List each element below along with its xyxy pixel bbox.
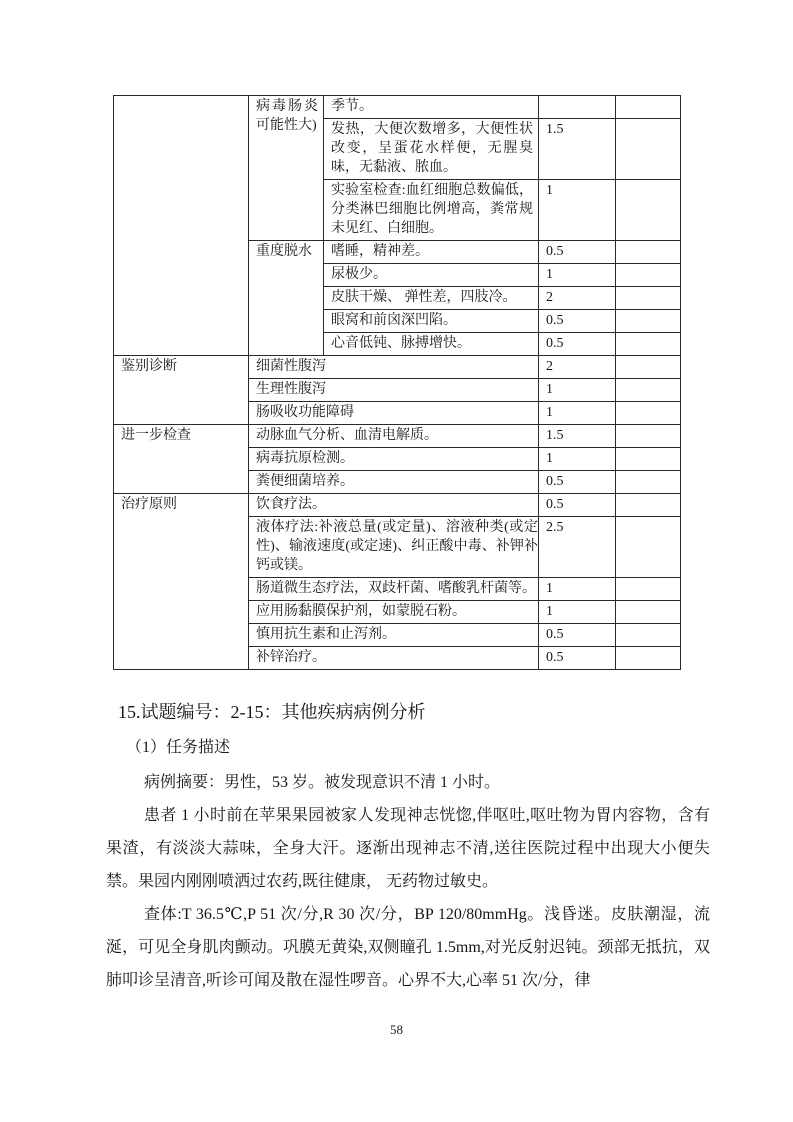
criterion-cell: 肠道微生态疗法，双歧杆菌、嗜酸乳杆菌等。	[249, 578, 539, 601]
obtained-score-cell	[616, 96, 681, 119]
criterion-cell: 液体疗法:补液总量(或定量)、溶液种类(或定性)、输液速度(或定速)、纠正酸中毒、补钾补钙或镁。	[249, 517, 539, 578]
obtained-score-cell	[616, 356, 681, 379]
score-cell: 1	[539, 379, 616, 402]
score-cell: 1	[539, 601, 616, 624]
score-cell: 0.5	[539, 310, 616, 333]
criterion-cell: 补锌治疗。	[249, 647, 539, 670]
criterion-cell: 季节。	[324, 96, 539, 119]
score-cell: 2	[539, 287, 616, 310]
table-row	[114, 96, 681, 119]
obtained-score-cell	[616, 578, 681, 601]
criterion-cell: 嗜睡，精神差。	[324, 241, 539, 264]
table-row	[114, 494, 681, 517]
obtained-score-cell	[616, 494, 681, 517]
criterion-cell: 粪便细菌培养。	[249, 471, 539, 494]
score-cell: 0.5	[539, 241, 616, 264]
obtained-score-cell	[616, 333, 681, 356]
score-cell: 1	[539, 448, 616, 471]
section-heading: 15.试题编号：2-15：其他疾病病例分析	[118, 702, 426, 722]
score-cell: 2	[539, 356, 616, 379]
score-cell: 0.5	[539, 333, 616, 356]
category-cell: 鉴别诊断	[114, 356, 249, 425]
criterion-cell: 生理性腹泻	[249, 379, 539, 402]
criterion-cell: 实验室检查:血红细胞总数偏低，分类淋巴细胞比例增高，粪常规未见红、白细胞。	[324, 180, 539, 241]
criterion-cell: 慎用抗生素和止泻剂。	[249, 624, 539, 647]
criterion-cell: 发热，大便次数增多，大便性状改变，呈蛋花水样便，无腥臭味，无黏液、脓血。	[324, 119, 539, 180]
obtained-score-cell	[616, 471, 681, 494]
criterion-cell: 饮食疗法。	[249, 494, 539, 517]
category-cell: 进一步检查	[114, 425, 249, 494]
score-cell: 0.5	[539, 494, 616, 517]
obtained-score-cell	[616, 180, 681, 241]
score-cell	[539, 96, 616, 119]
obtained-score-cell	[616, 448, 681, 471]
criterion-cell: 动脉血气分析、血清电解质。	[249, 425, 539, 448]
criterion-cell: 肠吸收功能障碍	[249, 402, 539, 425]
score-cell: 1.5	[539, 119, 616, 180]
obtained-score-cell	[616, 425, 681, 448]
score-cell: 1	[539, 578, 616, 601]
criterion-cell: 细菌性腹泻	[249, 356, 539, 379]
table-row	[114, 425, 681, 448]
table-row	[114, 356, 681, 379]
score-cell: 2.5	[539, 517, 616, 578]
score-cell: 1.5	[539, 425, 616, 448]
score-cell: 1	[539, 180, 616, 241]
score-cell: 0.5	[539, 471, 616, 494]
criterion-cell: 心音低钝、脉搏增快。	[324, 333, 539, 356]
criterion-cell: 应用肠黏膜保护剂，如蒙脱石粉。	[249, 601, 539, 624]
criterion-cell: 眼窝和前囟深凹陷。	[324, 310, 539, 333]
subcategory-cell: 病毒肠炎可能性大)	[249, 96, 324, 241]
case-history-paragraph: 患者 1 小时前在苹果果园被家人发现神志恍惚,伴呕吐,呕吐物为胃内容物，含有果渣，有淡淡大蒜味，全身大汗。逐渐出现神志不清,送往医院过程中出现大小便失禁。果园内刚刚喷洒过农药,既往健康， 无药物过敏史。	[106, 807, 710, 890]
category-cell	[114, 96, 249, 356]
subcategory-cell: 重度脱水	[249, 241, 324, 356]
criterion-cell: 皮肤干燥、 弹性差，四肢冷。	[324, 287, 539, 310]
criterion-cell: 尿极少。	[324, 264, 539, 287]
score-cell: 1	[539, 402, 616, 425]
obtained-score-cell	[616, 264, 681, 287]
score-cell: 0.5	[539, 624, 616, 647]
obtained-score-cell	[616, 601, 681, 624]
obtained-score-cell	[616, 310, 681, 333]
obtained-score-cell	[616, 647, 681, 670]
task-description-subheading: （1）任务描述	[126, 739, 231, 756]
scoring-table	[113, 95, 681, 670]
criterion-cell: 病毒抗原检测。	[249, 448, 539, 471]
page-number: 58	[390, 1022, 403, 1037]
case-summary-paragraph: 病例摘要：男性，53 岁。被发现意识不清 1 小时。	[144, 774, 501, 791]
category-cell: 治疗原则	[114, 494, 249, 670]
obtained-score-cell	[616, 402, 681, 425]
obtained-score-cell	[616, 241, 681, 264]
score-cell: 0.5	[539, 647, 616, 670]
score-cell: 1	[539, 264, 616, 287]
obtained-score-cell	[616, 624, 681, 647]
task-description-body	[106, 766, 710, 997]
physical-exam-paragraph: 查体:T 36.5℃,P 51 次/分,R 30 次/分，BP 120/80mmHg。浅昏迷。皮肤潮湿，流涎，可见全身肌肉颤动。巩膜无黄染,双侧瞳孔 1.5mm,对光反射迟钝。颈部无抵抗，双肺叩诊呈清音,听诊可闻及散在湿性啰音。心界不大,心率 51 次/分，律	[106, 906, 710, 989]
obtained-score-cell	[616, 517, 681, 578]
obtained-score-cell	[616, 379, 681, 402]
obtained-score-cell	[616, 119, 681, 180]
obtained-score-cell	[616, 287, 681, 310]
